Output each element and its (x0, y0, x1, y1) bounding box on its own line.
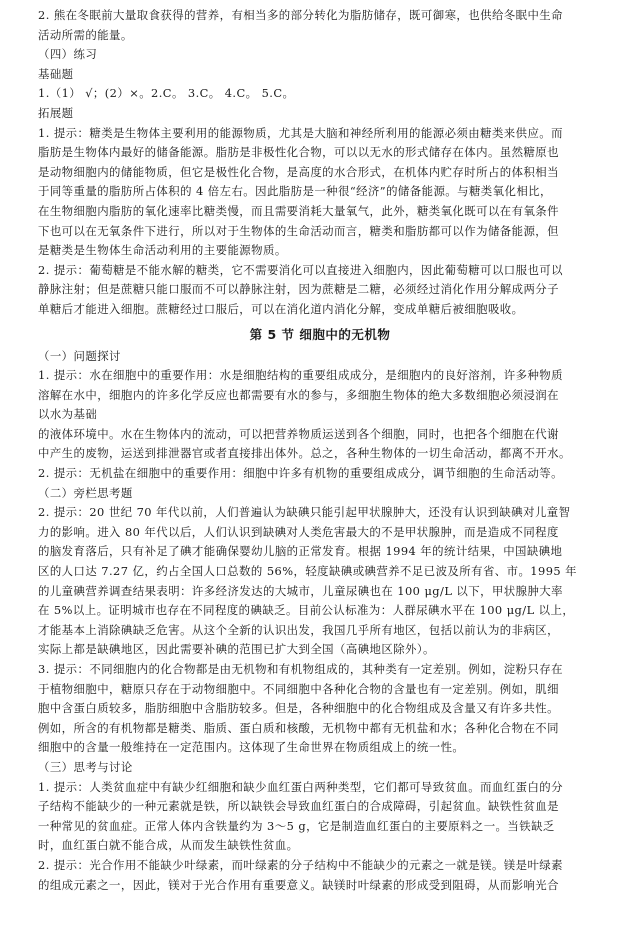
text-line: 胞中含蛋白质较多，脂肪细胞中含脂肪较多。但是，各种细胞中的化合物组成及含量又有许多共性。 (38, 701, 559, 716)
text-line: 力的影响。进入 80 年代以后，人们认识到缺碘对人类危害最大的不是甲状腺肿，而是造成不同程度 (38, 524, 559, 539)
text-line: 下也可以在无氧条件下进行，所以对于生物体的生命活动而言，糖类和脂肪都可以作为储备能源，但 (38, 223, 559, 238)
text-line: 拓展题 (38, 105, 74, 120)
text-line: 单糖后才能进入细胞。蔗糖经过口服后，可以在消化道内消化分解，变成单糖后被细胞吸收。 (38, 301, 524, 316)
text-line: 的液体环境中。水在生物体内的流动，可以把营养物质运送到各个细胞，同时，也把各个细胞在代谢 (38, 426, 559, 441)
text-line: 2. 提示：20 世纪 70 年代以前，人们普遍认为缺碘只能引起甲状腺肿大，还没有认识到缺碘对儿童智 (38, 505, 571, 520)
text-line: 1. 提示：水在细胞中的重要作用：水是细胞结构的重要组成成分，是细胞内的良好溶剂，许多种物质 (38, 368, 563, 383)
text-line: 脂肪是生物体内最好的储备能源。脂肪是非极性化合物，可以以无水的形式储存在体内。虽然糖原也 (38, 145, 559, 160)
text-line: 实际上都是缺碘地区，因此需要补碘的范围已扩大到全国（高碘地区除外）。 (38, 642, 435, 657)
text-line: 才能基本上消除碘缺乏危害。从这个全新的认识出发，我国几乎所有地区，包括以前认为的非病区， (38, 622, 559, 637)
text-line: 1.（1） √；(2）×。2.C。 3.C。 4.C。 5.C。 (38, 86, 295, 101)
text-line: 子结构不能缺少的一种元素就是铁，所以缺铁会导致血红蛋白的合成障碍，引起贫血。缺铁性贫血是 (38, 799, 559, 814)
bottom-text-block (38, 347, 602, 896)
text-line: 以水为基础 (38, 407, 98, 422)
text-line: 溶解在水中，细胞内的许多化学反应也都需要有水的参与，多细胞生物体的绝大多数细胞必须浸润在 (38, 387, 559, 402)
text-line: 在 5%以上。证明城市也存在不同程度的碘缺乏。目前公认标准为：人群尿碘水平在 100 μg/L 以上， (38, 603, 575, 618)
text-line: 例如，所含的有机物都是糖类、脂质、蛋白质和核酸，无机物中都有无机盐和水；各种化合物在不同 (38, 720, 559, 735)
top-text-block (38, 6, 602, 320)
text-line: 在生物细胞内脂肪的氧化速率比糖类慢，而且需要消耗大量氧气，此外，糖类氧化既可以在有氧条件 (38, 203, 559, 218)
text-line: 是动物细胞内的储能物质，但它是极性化合物，是高度的水合形式，在机体内贮存时所占的体积相当 (38, 164, 559, 179)
text-line: 区的人口达 7.27 亿，约占全国人口总数的 56%，轻度缺碘或碘营养不足已波及所有省、市。1995 年 (38, 564, 578, 579)
text-line: 一种常见的贫血症。正常人体内含铁量约为 3～5 g，它是制造血红蛋白的主要原料之一。当铁缺乏 (38, 818, 555, 833)
text-line: 基础题 (38, 66, 74, 81)
text-line: 1. 提示：人类贫血症中有缺少红细胞和缺少血红蛋白两种类型，它们都可导致贫血。而血红蛋白的分 (38, 779, 563, 794)
text-line: 于同等重量的脂肪所占体积的 4 倍左右。因此脂肪是一种很“经济”的储备能源。与糖类氧化相比， (38, 184, 552, 199)
text-line: 静脉注射；但是蔗糖只能口服而不可以静脉注射，因为蔗糖是二糖，必须经过消化作用分解成两分子 (38, 282, 559, 297)
text-line: （三）思考与讨论 (38, 759, 133, 774)
text-line: 是糖类是生物体生命活动利用的主要能源物质。 (38, 243, 287, 258)
section-title: 第 5 节 细胞中的无机物 (249, 326, 391, 342)
text-line: 2. 熊在冬眠前大量取食获得的营养，有相当多的部分转化为脂肪储存，既可御寒，也供给冬眠中生命 (38, 8, 563, 22)
text-line: （一）问题探讨 (38, 348, 121, 363)
text-line: 的组成元素之一，因此，镁对于光合作用有重要意义。缺镁时叶绿素的形成受到阻碍，从而影响光合 (38, 877, 559, 892)
text-line: 2. 提示：光合作用不能缺少叶绿素，而叶绿素的分子结构中不能缺少的元素之一就是镁。镁是叶绿素 (38, 857, 563, 872)
text-line: （二）旁栏思考题 (38, 485, 133, 500)
text-line: 于植物细胞中，糖原只存在于动物细胞中。不同细胞中各种化合物的含量也有一定差别。例如，肌细 (38, 681, 559, 696)
text-line: 的脑发育落后，只有补足了碘才能确保婴幼儿脑的正常发育。根据 1994 年的统计结果，中国缺碘地 (38, 544, 563, 559)
text-line: 2. 提示：无机盐在细胞中的重要作用：细胞中许多有机物的重要组成成分，调节细胞的生命活动等。 (38, 466, 563, 481)
text-line: 活动所需的能量。 (38, 27, 133, 42)
text-line: （四）练习 (38, 47, 98, 62)
text-line: 时，血红蛋白就不能合成，从而发生缺铁性贫血。 (38, 838, 299, 853)
text-line: 2. 提示：葡萄糖是不能水解的糖类，它不需要消化可以直接进入细胞内，因此葡萄糖可以口服也可以 (38, 262, 563, 277)
text-line: 1. 提示：糖类是生物体主要利用的能源物质，尤其是大脑和神经所利用的能源必须由糖类来供应。而 (38, 125, 563, 140)
text-line: 3. 提示：不同细胞内的化合物都是由无机物和有机物组成的，其种类有一定差别。例如，淀粉只存在 (38, 662, 563, 676)
text-line: 中产生的废物，运送到排泄器官或者直接排出体外。总之，各种生物体的一切生命活动，都离不开水。 (38, 446, 571, 461)
text-line: 细胞中的含量一般维持在一定范围内。这体现了生命世界在物质组成上的统一性。 (38, 740, 465, 755)
text-line: 的儿童碘营养调查结果表明：许多经济发达的大城市，儿童尿碘也在 100 μg/L 以下，甲状腺肿大率 (38, 583, 563, 598)
